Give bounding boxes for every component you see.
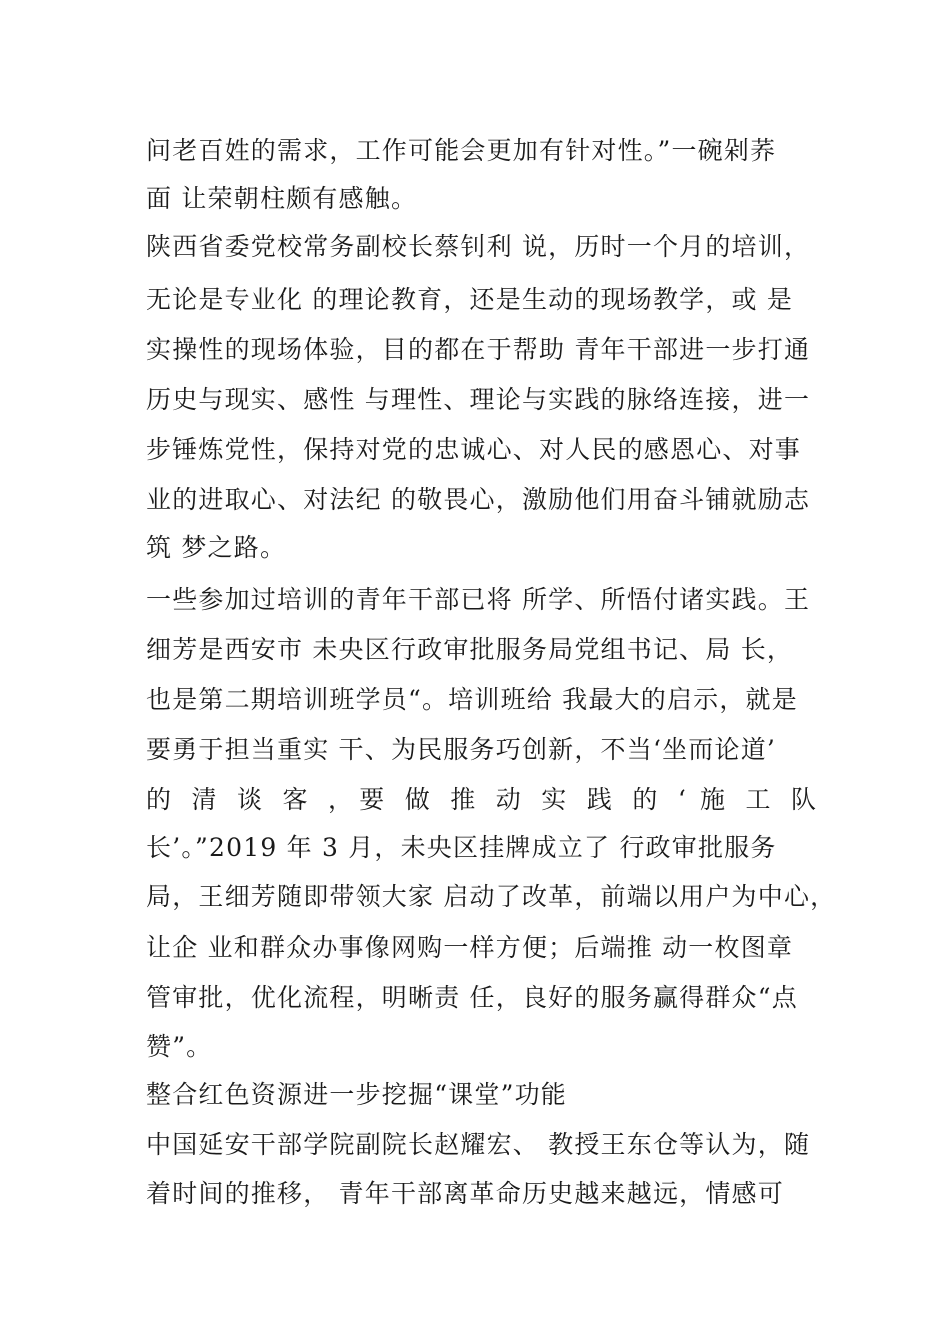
text-line: 实操性的现场体验，目的都在于帮助 青年干部进一步打通	[146, 335, 811, 364]
text-line: 管审批，优化流程，明晰责 任，良好的服务赢得群众“点	[146, 983, 798, 1012]
text-line: 一些参加过培训的青年干部已将 所学、所悟付诸实践。王	[146, 585, 811, 614]
text-line: 要勇于担当重实 干、为民服务巧创新，不当‘坐而论道’	[146, 735, 777, 764]
text-line: 业的进取心、对法纪 的敬畏心，激励他们用奋斗铺就励志	[146, 485, 811, 514]
text-line: 步锤炼党性，保持对党的忠诚心、对人民的感恩心、对事	[146, 435, 802, 464]
text-line: 局，王细芳随即带领大家 启动了改革，前端以用户为中心，	[146, 882, 837, 911]
text-line: 的 清 谈 客 ，要 做 推 动 实 践 的 ‘ 施 工 队	[146, 785, 816, 814]
text-line: 面 让荣朝柱颇有感触。	[146, 184, 418, 213]
text-line: 也是第二期培训班学员“。培训班给 我最大的启示，就是	[146, 685, 798, 714]
text-line: 中国延安干部学院副院长赵耀宏、 教授王东仓等认为，随	[146, 1130, 811, 1159]
text-line: 细芳是西安市 未央区行政审批服务局党组书记、局 长，	[146, 635, 794, 664]
text-line: 陕西省委党校常务副校长蔡钊利 说，历时一个月的培训，	[146, 232, 811, 261]
text-line: 着时间的推移， 青年干部离革命历史越来越远，情感可	[146, 1179, 784, 1208]
text-line: 历史与现实、感性 与理性、理论与实践的脉络连接，进一	[146, 385, 811, 414]
section-heading: 整合红色资源进一步挖掘“课堂”功能	[146, 1080, 567, 1109]
text-line: 无论是专业化 的理论教育，还是生动的现场教学，或 是	[146, 285, 794, 314]
text-line: 长’。”2019 年 3 月，未央区挂牌成立了 行政审批服务	[146, 833, 777, 862]
text-line: 让企 业和群众办事像网购一样方便；后端推 动一枚图章	[146, 933, 794, 962]
text-line: 问老百姓的需求，工作可能会更加有针对性。”一碗剁荞	[146, 136, 777, 165]
text-line: 筑 梦之路。	[146, 533, 287, 562]
text-line: 赞”。	[146, 1032, 213, 1061]
